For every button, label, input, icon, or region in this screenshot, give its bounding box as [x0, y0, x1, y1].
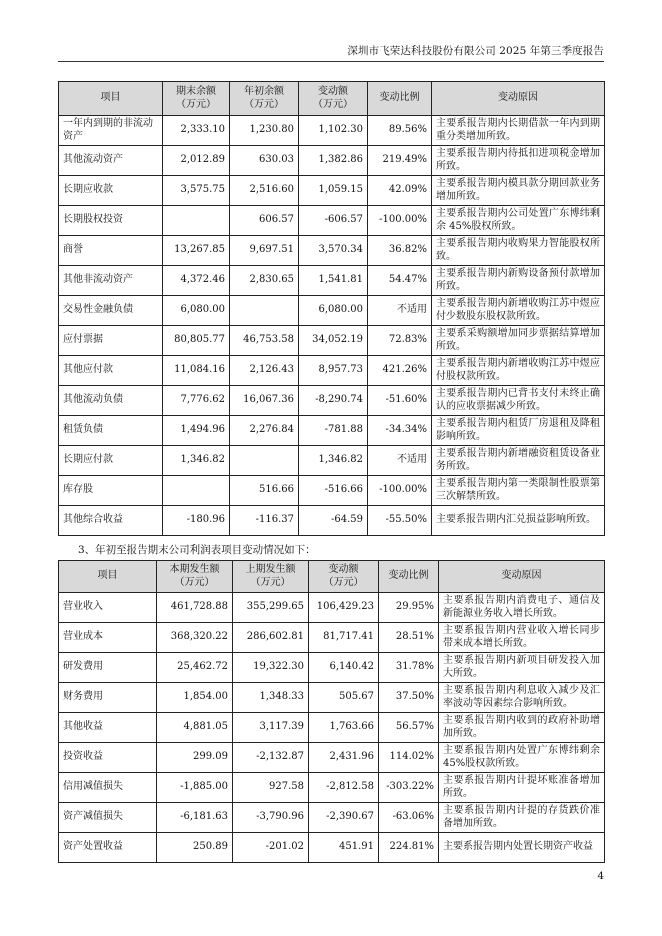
item-cell: 营业成本 — [59, 623, 157, 653]
change-ratio-cell: 114.02% — [379, 743, 439, 773]
table-row — [59, 116, 605, 146]
reason-cell: 主要系报告期内收到的政府补助增加所致。 — [439, 713, 605, 743]
value-cell: 299.09 — [157, 743, 233, 773]
reason-cell: 主要系报告期内新增融资租赁设备业务所致。 — [432, 446, 605, 476]
table-row — [59, 356, 605, 386]
item-cell: 长期股权投资 — [59, 206, 163, 236]
table-row — [59, 236, 605, 266]
item-cell: 其他应付款 — [59, 356, 163, 386]
reason-cell: 主要系报告期内长期借款一年内到期重分类增加所致。 — [432, 116, 605, 146]
change-amount-cell: 2,431.96 — [309, 743, 379, 773]
value-cell: 1,854.00 — [157, 683, 233, 713]
value-cell: -6,181.63 — [157, 803, 233, 833]
value-cell: 461,728.88 — [157, 593, 233, 623]
change-ratio-cell: 56.57% — [379, 713, 439, 743]
table-header-row — [59, 561, 605, 593]
value-cell: 7,776.62 — [163, 386, 230, 416]
value-cell: 2,333.10 — [163, 116, 230, 146]
item-cell: 投资收益 — [59, 743, 157, 773]
table-row — [59, 146, 605, 176]
change-amount-cell: 6,140.42 — [309, 653, 379, 683]
change-ratio-cell: 28.51% — [379, 623, 439, 653]
change-ratio-cell: 37.50% — [379, 683, 439, 713]
value-cell: -3,790.96 — [233, 803, 309, 833]
value-cell: 4,372.46 — [163, 266, 230, 296]
reason-cell: 主要系报告期内待抵扣进项税金增加所致。 — [432, 146, 605, 176]
balance-sheet-changes-table — [58, 81, 605, 536]
table-row — [59, 743, 605, 773]
item-cell: 信用减值损失 — [59, 773, 157, 803]
change-ratio-cell: -51.60% — [368, 386, 432, 416]
item-cell: 研发费用 — [59, 653, 157, 683]
change-ratio-cell: -303.22% — [379, 773, 439, 803]
item-cell: 其他综合收益 — [59, 506, 163, 536]
item-cell: 其他流动资产 — [59, 146, 163, 176]
reason-cell: 主要系报告期内处置广东博纬剩余 45%股权款所致。 — [439, 743, 605, 773]
value-cell — [230, 296, 299, 326]
item-cell: 资产减值损失 — [59, 803, 157, 833]
table-row — [59, 326, 605, 356]
reason-cell: 主要系采购额增加同步票据结算增加所致。 — [432, 326, 605, 356]
value-cell: 1,346.82 — [163, 446, 230, 476]
value-cell: 606.57 — [230, 206, 299, 236]
column-header: 本期发生额 （万元） — [157, 561, 233, 593]
section-title: 3、年初至报告期末公司利润表项目变动情况如下： — [78, 544, 316, 556]
report-header: 深圳市飞荣达科技股份有限公司 2025 年第三季度报告 — [347, 45, 604, 57]
item-cell: 长期应收款 — [59, 176, 163, 206]
change-amount-cell: 1,059.15 — [299, 176, 368, 206]
value-cell: 286,602.81 — [233, 623, 309, 653]
change-ratio-cell: 219.49% — [368, 146, 432, 176]
value-cell: -1,885.00 — [157, 773, 233, 803]
value-cell: 25,462.72 — [157, 653, 233, 683]
change-ratio-cell: 224.81% — [379, 833, 439, 863]
change-amount-cell: -8,290.74 — [299, 386, 368, 416]
change-amount-cell: 1,541.81 — [299, 266, 368, 296]
table-row — [59, 476, 605, 506]
value-cell: -180.96 — [163, 506, 230, 536]
change-ratio-cell: 29.95% — [379, 593, 439, 623]
column-header: 项目 — [59, 82, 163, 116]
table-row — [59, 206, 605, 236]
value-cell: 13,267.85 — [163, 236, 230, 266]
reason-cell: 主要系报告期内计提坏账准备增加所致。 — [439, 773, 605, 803]
change-ratio-cell: 不适用 — [368, 446, 432, 476]
reason-cell: 主要系报告期内利息收入减少及汇率波动等因素综合影响所致。 — [439, 683, 605, 713]
reason-cell: 主要系报告期内营业收入增长同步带来成本增长所致。 — [439, 623, 605, 653]
table-row — [59, 416, 605, 446]
item-cell: 租赁负债 — [59, 416, 163, 446]
column-header: 年初余额 （万元） — [230, 82, 299, 116]
value-cell: 927.58 — [233, 773, 309, 803]
change-ratio-cell: 31.78% — [379, 653, 439, 683]
change-ratio-cell: 不适用 — [368, 296, 432, 326]
column-header: 上期发生额 （万元） — [233, 561, 309, 593]
value-cell: 3,575.75 — [163, 176, 230, 206]
change-amount-cell: -2,812.58 — [309, 773, 379, 803]
reason-cell: 主要系报告期内租赁厂房退租及降租影响所致。 — [432, 416, 605, 446]
item-cell: 其他收益 — [59, 713, 157, 743]
item-cell: 长期应付款 — [59, 446, 163, 476]
change-amount-cell: 3,570.34 — [299, 236, 368, 266]
column-header: 期末余额 （万元） — [163, 82, 230, 116]
table-row — [59, 773, 605, 803]
table-row — [59, 386, 605, 416]
change-amount-cell: -64.59 — [299, 506, 368, 536]
page-number: 4 — [597, 870, 604, 882]
column-header: 变动原因 — [432, 82, 605, 116]
change-amount-cell: 81,717.41 — [309, 623, 379, 653]
change-amount-cell: -516.66 — [299, 476, 368, 506]
change-ratio-cell: 42.09% — [368, 176, 432, 206]
column-header: 变动原因 — [439, 561, 605, 593]
value-cell: -201.02 — [233, 833, 309, 863]
change-ratio-cell: -100.00% — [368, 476, 432, 506]
change-amount-cell: 1,102.30 — [299, 116, 368, 146]
reason-cell: 主要系报告期内第一类限制性股票第三次解禁所致。 — [432, 476, 605, 506]
item-cell: 商誉 — [59, 236, 163, 266]
change-amount-cell: 505.67 — [309, 683, 379, 713]
value-cell: 368,320.22 — [157, 623, 233, 653]
change-ratio-cell: -34.34% — [368, 416, 432, 446]
column-header: 变动比例 — [368, 82, 432, 116]
item-cell: 其他非流动资产 — [59, 266, 163, 296]
change-amount-cell: -606.57 — [299, 206, 368, 236]
change-amount-cell: 8,957.73 — [299, 356, 368, 386]
change-ratio-cell: 54.47% — [368, 266, 432, 296]
reason-cell: 主要系报告期内模具款分期回款业务增加所致。 — [432, 176, 605, 206]
item-cell: 资产处置收益 — [59, 833, 157, 863]
change-ratio-cell: -63.06% — [379, 803, 439, 833]
column-header: 项目 — [59, 561, 157, 593]
value-cell: -116.37 — [230, 506, 299, 536]
value-cell — [163, 206, 230, 236]
change-amount-cell: 1,346.82 — [299, 446, 368, 476]
change-amount-cell: 1,763.66 — [309, 713, 379, 743]
value-cell: 2,012.89 — [163, 146, 230, 176]
change-ratio-cell: 89.56% — [368, 116, 432, 146]
table-row — [59, 803, 605, 833]
value-cell: 6,080.00 — [163, 296, 230, 326]
value-cell: 80,805.77 — [163, 326, 230, 356]
reason-cell: 主要系报告期内已背书支付未终止确认的应收票据减少所致。 — [432, 386, 605, 416]
table-row — [59, 593, 605, 623]
value-cell: 1,348.33 — [233, 683, 309, 713]
value-cell: 250.89 — [157, 833, 233, 863]
item-cell: 库存股 — [59, 476, 163, 506]
change-amount-cell: 6,080.00 — [299, 296, 368, 326]
value-cell — [163, 476, 230, 506]
column-header: 变动比例 — [379, 561, 439, 593]
reason-cell: 主要系报告期内汇兑损益影响所致。 — [432, 506, 605, 536]
value-cell — [230, 446, 299, 476]
column-header: 变动额 （万元） — [299, 82, 368, 116]
change-amount-cell: 106,429.23 — [309, 593, 379, 623]
item-cell: 应付票据 — [59, 326, 163, 356]
value-cell: 16,067.36 — [230, 386, 299, 416]
value-cell: 11,084.16 — [163, 356, 230, 386]
item-cell: 其他流动负债 — [59, 386, 163, 416]
change-ratio-cell: -55.50% — [368, 506, 432, 536]
change-amount-cell: 1,382.86 — [299, 146, 368, 176]
value-cell: 1,494.96 — [163, 416, 230, 446]
change-ratio-cell: -100.00% — [368, 206, 432, 236]
value-cell: 516.66 — [230, 476, 299, 506]
value-cell: 1,230.80 — [230, 116, 299, 146]
table-row — [59, 446, 605, 476]
value-cell: 2,830.65 — [230, 266, 299, 296]
value-cell: 2,276.84 — [230, 416, 299, 446]
value-cell: 3,117.39 — [233, 713, 309, 743]
value-cell: -2,132.87 — [233, 743, 309, 773]
table-row — [59, 296, 605, 326]
change-ratio-cell: 421.26% — [368, 356, 432, 386]
item-cell: 一年内到期的非流动资产 — [59, 116, 163, 146]
reason-cell: 主要系报告期内新购设备预付款增加所致。 — [432, 266, 605, 296]
value-cell: 46,753.58 — [230, 326, 299, 356]
table-row — [59, 623, 605, 653]
reason-cell: 主要系报告期内处置长期资产收益 — [439, 833, 605, 863]
table-header-row — [59, 82, 605, 116]
table-row — [59, 653, 605, 683]
item-cell: 财务费用 — [59, 683, 157, 713]
table-row — [59, 833, 605, 863]
change-ratio-cell: 72.83% — [368, 326, 432, 356]
item-cell: 交易性金融负债 — [59, 296, 163, 326]
header-rule — [58, 61, 604, 62]
change-amount-cell: -2,390.67 — [309, 803, 379, 833]
reason-cell: 主要系报告期内新项目研发投入加大所致。 — [439, 653, 605, 683]
column-header: 变动额 （万元） — [309, 561, 379, 593]
value-cell: 2,126.43 — [230, 356, 299, 386]
change-amount-cell: -781.88 — [299, 416, 368, 446]
reason-cell: 主要系报告期内新增收购江苏中煜应付股权款所致。 — [432, 356, 605, 386]
change-amount-cell: 451.91 — [309, 833, 379, 863]
change-ratio-cell: 36.82% — [368, 236, 432, 266]
value-cell: 19,322.30 — [233, 653, 309, 683]
reason-cell: 主要系报告期内计提的存货跌价准备增加所致。 — [439, 803, 605, 833]
reason-cell: 主要系报告期内消费电子、通信及新能源业务收入增长所致。 — [439, 593, 605, 623]
table-row — [59, 506, 605, 536]
reason-cell: 主要系报告期内公司处置广东博纬剩余 45%股权所致。 — [432, 206, 605, 236]
value-cell: 4,881.05 — [157, 713, 233, 743]
item-cell: 营业收入 — [59, 593, 157, 623]
change-amount-cell: 34,052.19 — [299, 326, 368, 356]
value-cell: 630.03 — [230, 146, 299, 176]
table-row — [59, 683, 605, 713]
table-row — [59, 266, 605, 296]
table-row — [59, 713, 605, 743]
value-cell: 2,516.60 — [230, 176, 299, 206]
table-row — [59, 176, 605, 206]
value-cell: 9,697.51 — [230, 236, 299, 266]
income-statement-changes-table — [58, 560, 605, 863]
reason-cell: 主要系报告期内收购果力智能股权所致。 — [432, 236, 605, 266]
reason-cell: 主要系报告期内新增收购江苏中煜应付少数股东股权款所致。 — [432, 296, 605, 326]
value-cell: 355,299.65 — [233, 593, 309, 623]
